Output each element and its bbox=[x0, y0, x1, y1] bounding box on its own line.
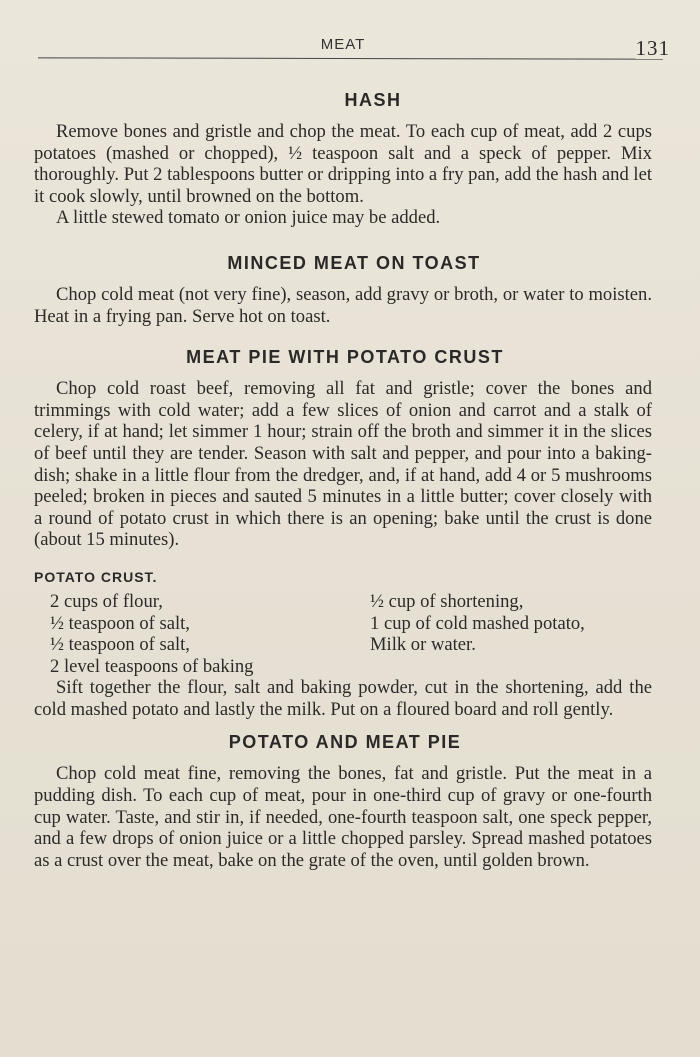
recipe-paragraph: Remove bones and gristle and chop the meat. To each cup of meat, add 2 cups potatoes (mashed or chopped), ½ teaspoon salt and a speck of pepper. Mix thoroughly. Put 2 tablespoons butter or dripping into a fry pan, add the hash and let it cook slowly, until browned on the bottom. bbox=[34, 121, 652, 207]
subhead-potato-crust: POTATO CRUST. bbox=[34, 568, 158, 585]
header-rule bbox=[38, 57, 663, 59]
ingredient-item: 2 cups of flour, bbox=[50, 590, 163, 612]
ingredient-item: Milk or water. bbox=[370, 634, 476, 656]
page-number: 131 bbox=[635, 36, 670, 60]
ingredient-list bbox=[34, 591, 652, 677]
recipe-minced-meat-on-toast bbox=[34, 229, 652, 327]
recipe-title: MINCED MEAT ON TOAST bbox=[227, 252, 481, 273]
recipe-title: POTATO AND MEAT PIE bbox=[228, 732, 462, 753]
page-header bbox=[34, 0, 670, 62]
recipe-paragraph: A little stewed tomato or onion juice may be added. bbox=[56, 207, 441, 229]
recipe-meat-pie-with-potato-crust bbox=[34, 327, 652, 720]
ingredient-item: 2 level teaspoons of baking bbox=[50, 655, 254, 677]
recipe-hash bbox=[34, 62, 652, 229]
recipe-potato-and-meat-pie bbox=[34, 720, 652, 871]
ingredient-item: ½ cup of shortening, bbox=[370, 590, 524, 612]
ingredient-item: ½ teaspoon of salt, bbox=[50, 634, 190, 656]
ingredient-item: 1 cup of cold mashed potato, bbox=[370, 612, 585, 634]
recipe-paragraph: Chop cold meat fine, removing the bones, fat and gristle. Put the meat in a pudding dish. To each cup of meat, pour in one-third cup of gravy or one-fourth cup water. Taste, and stir in, if needed, one-fourth teaspoon salt, one speck pepper, and a few drops of onion juice or a little chopped parsley. Spread mashed potatoes as a crust over the meat, bake on the grate of the oven, until golden brown. bbox=[34, 763, 652, 871]
running-head: MEAT bbox=[320, 36, 366, 53]
recipe-paragraph: Sift together the flour, salt and baking powder, cut in the shortening, add the cold mashed potato and lastly the milk. Put on a floured board and roll gently. bbox=[34, 677, 652, 720]
ingredient-item: ½ teaspoon of salt, bbox=[50, 612, 190, 634]
recipe-paragraph: Chop cold meat (not very fine), season, add gravy or broth, or water to moisten. Heat in a frying pan. Serve hot on toast. bbox=[34, 283, 652, 327]
recipe-title: MEAT PIE WITH POTATO CRUST bbox=[186, 347, 504, 368]
ingredient-item bbox=[370, 656, 670, 678]
recipe-paragraph: Chop cold roast beef, removing all fat and gristle; cover the bones and trimmings with cold water; add a few slices of onion and carrot and a stalk of celery, if at hand; let simmer 1 hour; strain off the broth and simmer it in the slices of beef until they are tender. Season with salt and pepper, and pour into a baking-dish; shake in a little flour from the dredger, and, if at hand, add 4 or 5 mushrooms peeled; broken in pieces and sauted 5 minutes in a little butter; cover closely with a round of potato crust in which there is an opening; bake until the crust is done (about 15 minutes). bbox=[34, 378, 652, 551]
recipe-title: HASH bbox=[344, 90, 402, 110]
